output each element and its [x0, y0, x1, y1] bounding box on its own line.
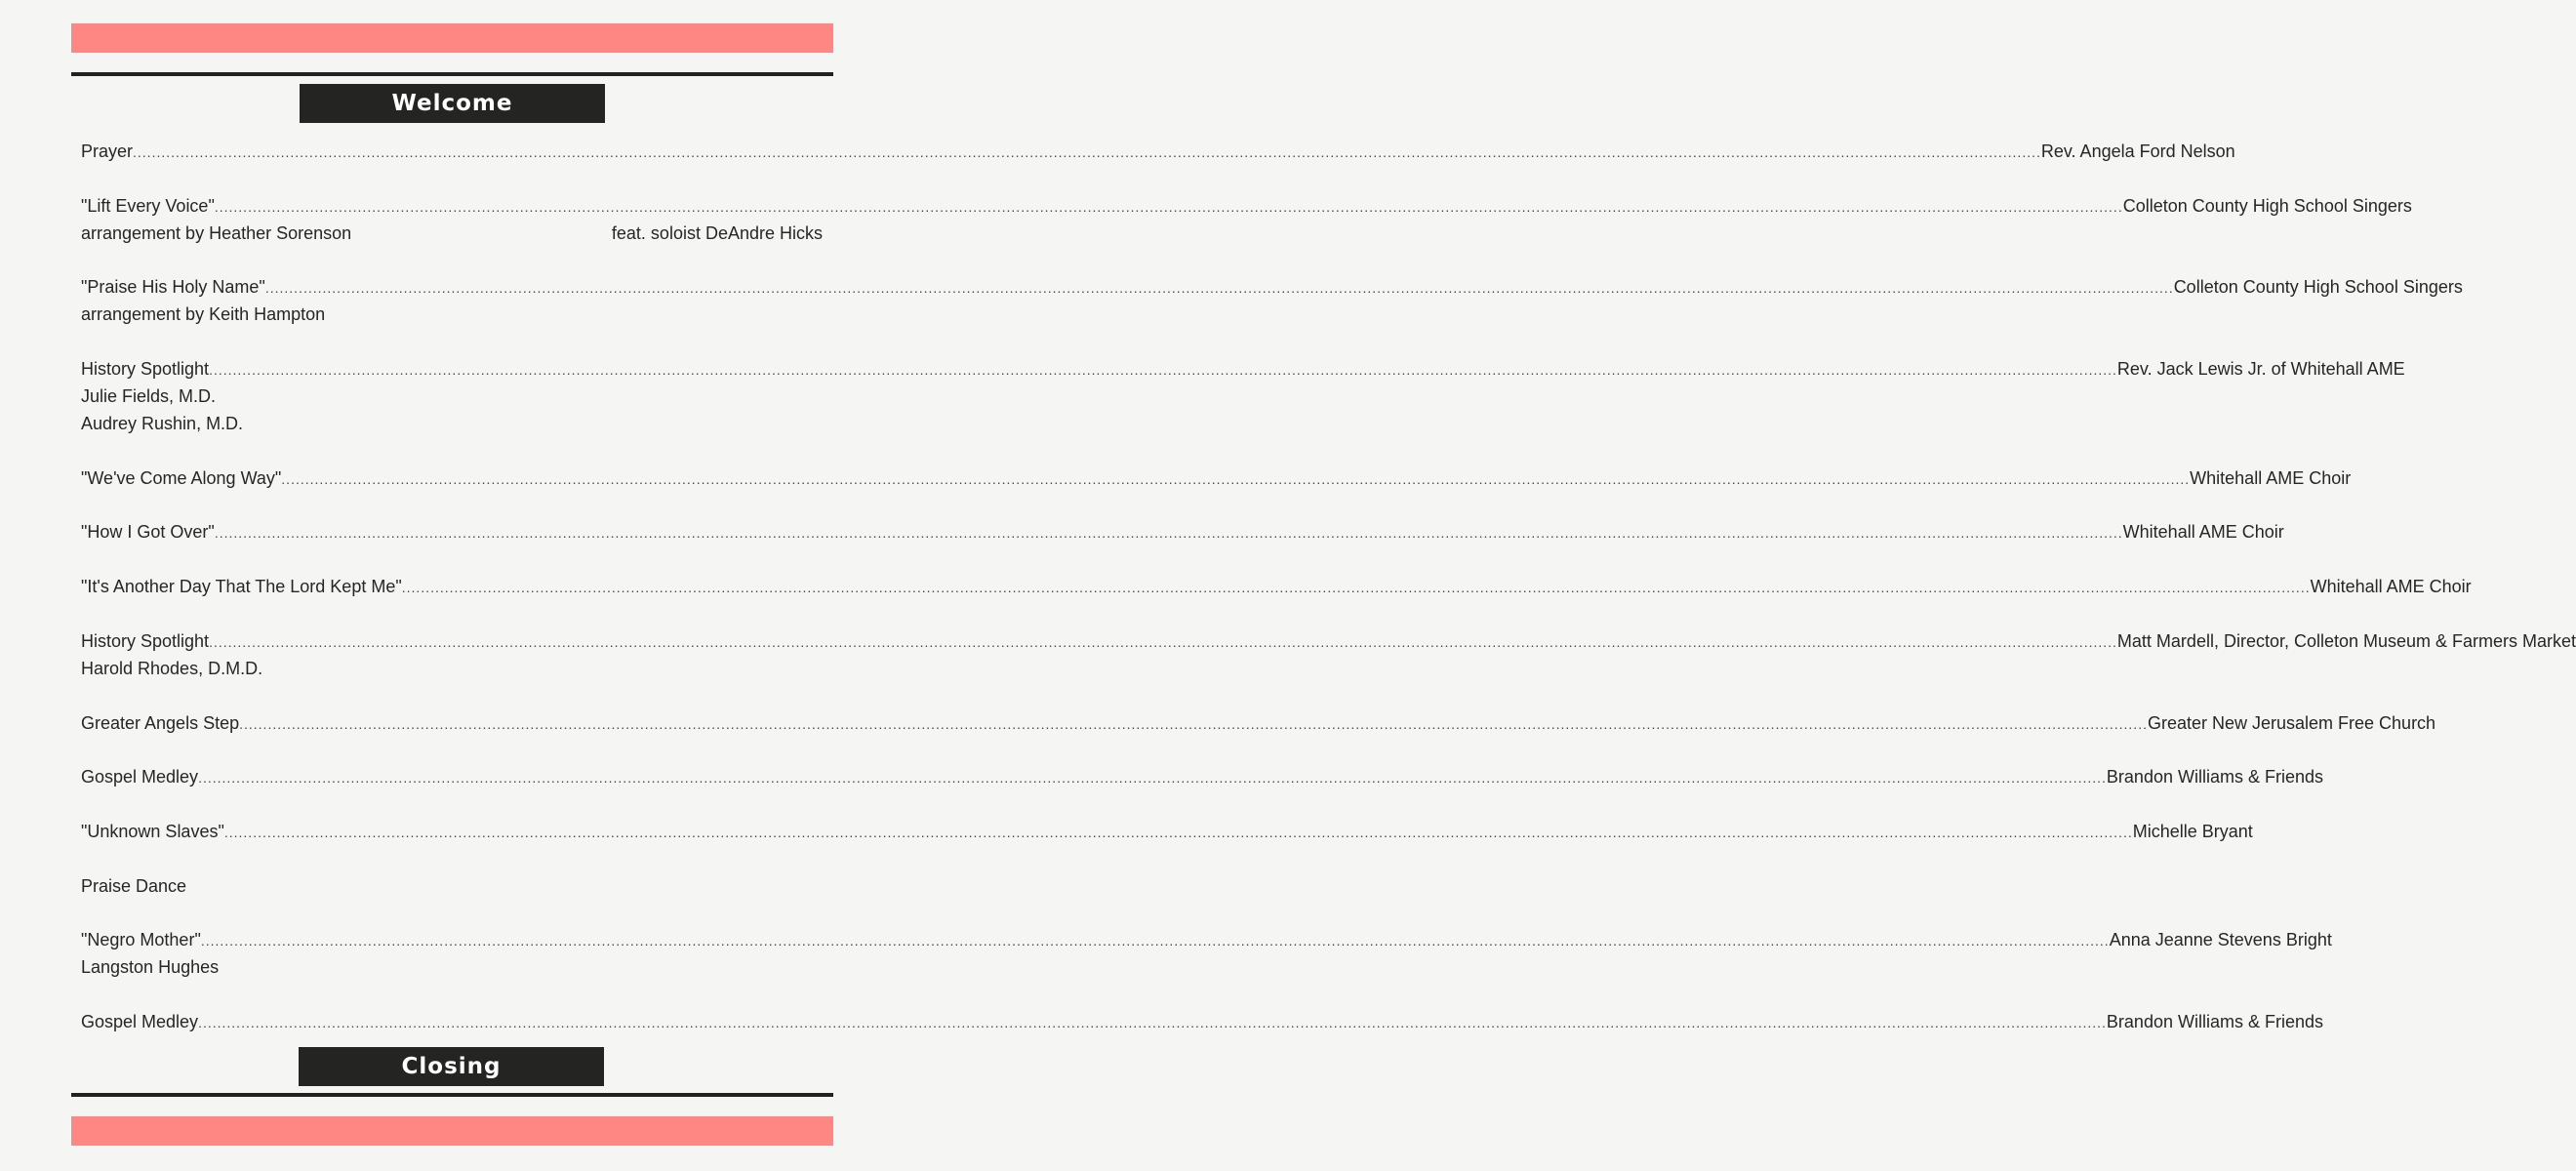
item-title: History Spotlight [81, 359, 210, 380]
item-title: "How I Got Over" [81, 522, 215, 543]
bottom-accent-band [71, 1116, 833, 1146]
item-performer: Rev. Angela Ford Nelson [2040, 141, 2235, 161]
item-performer: Colleton County High School Singers [2122, 195, 2412, 216]
dot-leader: ................................................................................................................................................................................................................................................................................................................................................................................................................ [209, 362, 2117, 379]
item-detail: arrangement by Keith Hampton [81, 304, 326, 325]
program-item [81, 138, 2235, 165]
program-list [81, 138, 2576, 1035]
dot-leader: ................................................................................................................................................................................................................................................................................................................................................................................................................ [281, 470, 2191, 487]
item-performer: Whitehall AME Choir [2310, 577, 2472, 597]
program-item [81, 872, 823, 900]
program-item-sub-line [81, 410, 823, 437]
item-performer: Anna Jeanne Stevens Bright [2109, 930, 2332, 950]
item-performer: Brandon Williams & Friends [2106, 1011, 2323, 1031]
program-item-main-line [81, 763, 2323, 790]
dot-leader: ................................................................................................................................................................................................................................................................................................................................................................................................................ [214, 525, 2123, 542]
closing-heading-text: Closing [401, 1054, 502, 1079]
item-spacer [81, 328, 823, 355]
item-detail: Langston Hughes [81, 957, 220, 978]
program-item [81, 709, 2436, 737]
item-title: Prayer [81, 141, 134, 161]
item-spacer [81, 682, 823, 709]
dot-leader: ................................................................................................................................................................................................................................................................................................................................................................................................................ [200, 933, 2110, 949]
item-title: "We've Come Along Way" [81, 467, 282, 488]
item-title: "Negro Mother" [81, 930, 201, 950]
program-item-main-line [81, 926, 2332, 953]
program-item [81, 926, 2332, 981]
item-detail: Harold Rhodes, D.M.D. [81, 658, 263, 678]
program-item-main-line [81, 872, 823, 900]
welcome-heading [300, 84, 605, 123]
dot-leader: ................................................................................................................................................................................................................................................................................................................................................................................................................ [239, 715, 2148, 732]
item-detail-right: feat. soloist DeAndre Hicks [611, 222, 823, 243]
item-spacer [81, 545, 823, 573]
program-item-main-line [81, 1008, 2323, 1035]
program-item [81, 1008, 2323, 1035]
item-performer: Rev. Jack Lewis Jr. of Whitehall AME [2116, 359, 2405, 380]
item-title: "Unknown Slaves" [81, 821, 224, 841]
program-item [81, 627, 2576, 682]
program-item [81, 763, 2323, 790]
dot-leader: ................................................................................................................................................................................................................................................................................................................................................................................................................ [209, 633, 2117, 650]
item-detail: arrangement by Heather Sorenson [81, 222, 352, 243]
program-item-main-line [81, 138, 2235, 165]
item-performer: Greater New Jerusalem Free Church [2147, 712, 2436, 733]
item-title: "Praise His Holy Name" [81, 277, 265, 298]
item-spacer [81, 845, 823, 872]
dot-leader: ................................................................................................................................................................................................................................................................................................................................................................................................................ [401, 580, 2311, 596]
item-spacer [81, 247, 823, 274]
closing-heading [299, 1047, 604, 1086]
program-item-main-line [81, 355, 2405, 383]
dot-leader: ................................................................................................................................................................................................................................................................................................................................................................................................................ [133, 144, 2041, 160]
dot-leader: ................................................................................................................................................................................................................................................................................................................................................................................................................ [214, 198, 2123, 215]
item-title: "Lift Every Voice" [81, 195, 215, 216]
welcome-heading-text: Welcome [391, 91, 513, 116]
program-item [81, 273, 2463, 328]
item-title: "It's Another Day That The Lord Kept Me" [81, 577, 402, 597]
dot-leader: ................................................................................................................................................................................................................................................................................................................................................................................................................ [223, 824, 2133, 840]
program-item [81, 464, 2352, 492]
item-performer: Matt Mardell, Director, Colleton Museum & Farmers Market [2116, 630, 2576, 651]
item-spacer [81, 790, 823, 818]
program-item [81, 518, 2284, 545]
item-performer: Michelle Bryant [2132, 821, 2253, 841]
item-spacer [81, 981, 823, 1008]
program-item [81, 355, 2405, 437]
item-title: History Spotlight [81, 630, 210, 651]
item-performer: Whitehall AME Choir [2190, 467, 2352, 488]
program-item-sub-line [81, 301, 823, 328]
program-item-sub-line [81, 220, 823, 247]
program-item-sub-line [81, 655, 823, 682]
program-item [81, 818, 2253, 845]
item-title: Gospel Medley [81, 1011, 199, 1031]
program-item [81, 192, 2412, 247]
program-item [81, 573, 2472, 600]
program-item-sub-line [81, 383, 823, 410]
program-item-main-line [81, 573, 2472, 600]
program-item-main-line [81, 709, 2436, 737]
item-title: Greater Angels Step [81, 712, 240, 733]
dot-leader: ................................................................................................................................................................................................................................................................................................................................................................................................................ [264, 280, 2174, 297]
program-item-main-line [81, 464, 2352, 492]
item-performer: Brandon Williams & Friends [2106, 767, 2323, 787]
item-spacer [81, 165, 823, 192]
bottom-divider [71, 1093, 833, 1097]
item-performer: Whitehall AME Choir [2122, 522, 2284, 543]
program-item-main-line [81, 273, 2463, 301]
dot-leader: ................................................................................................................................................................................................................................................................................................................................................................................................................ [198, 1014, 2107, 1030]
item-spacer [81, 737, 823, 764]
item-detail: Audrey Rushin, M.D. [81, 414, 244, 434]
top-accent-band [71, 23, 833, 53]
item-performer: Colleton County High School Singers [2173, 277, 2463, 298]
item-title: Praise Dance [81, 875, 187, 896]
item-title: Gospel Medley [81, 767, 199, 787]
item-detail: Julie Fields, M.D. [81, 386, 217, 407]
item-spacer [81, 437, 823, 464]
item-spacer [81, 600, 823, 627]
item-spacer [81, 900, 823, 927]
program-item-main-line [81, 518, 2284, 545]
program-item-main-line [81, 192, 2412, 220]
dot-leader: ................................................................................................................................................................................................................................................................................................................................................................................................................ [198, 770, 2107, 787]
program-item-sub-line [81, 953, 823, 981]
item-spacer [81, 492, 823, 519]
program-item-main-line [81, 627, 2576, 655]
top-divider [71, 72, 833, 76]
program-item-main-line [81, 818, 2253, 845]
